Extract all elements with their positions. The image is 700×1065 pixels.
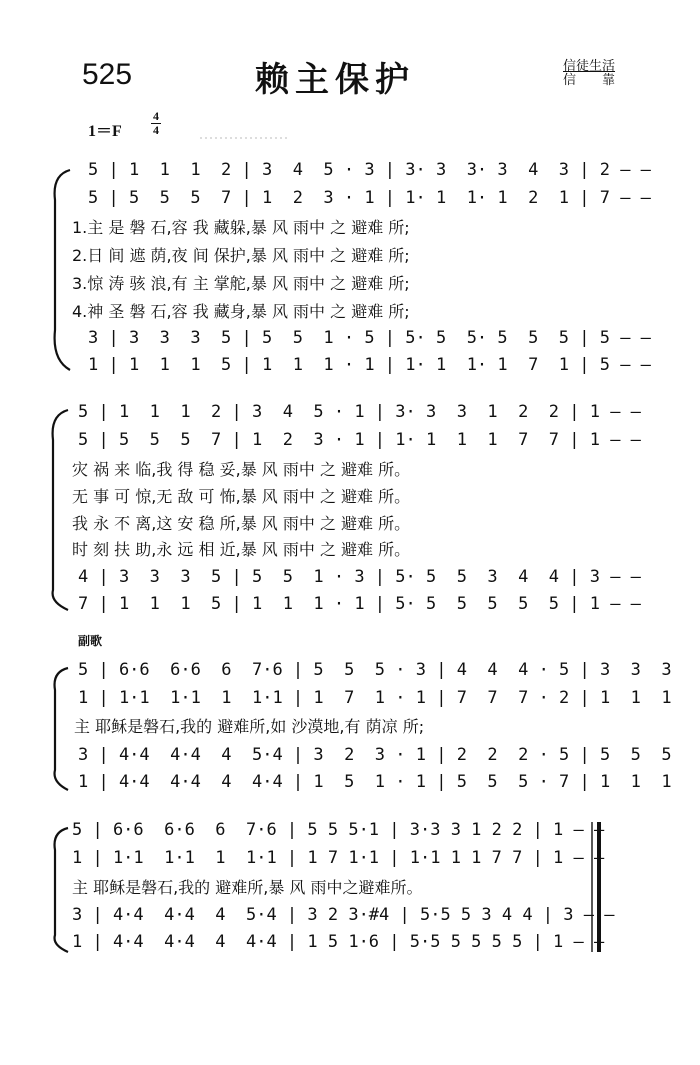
tenor-line: 3 | 3 3 3 5 | 5 5 1 · 5 | 5· 5 5· 5 5 5 | 5 – –: [88, 328, 651, 348]
credit-category: 信 靠: [563, 73, 616, 88]
credit-source: 信徒生活: [563, 59, 616, 74]
hymn-number: 525: [82, 58, 133, 91]
lyric-refrain: 主 耶稣是磐石,我的 避难所,暴 风 雨中之避难所。: [72, 878, 423, 897]
alto-line: 1 | 1·1 1·1 1 1·1 | 1 7 1 · 1 | 7 7 7 · 2 | 1 1 1: [78, 688, 672, 708]
hymn-title: 赖主保护: [255, 60, 415, 100]
alto-line: 1 | 1·1 1·1 1 1·1 | 1 7 1·1 | 1·1 1 1 7 7 | 1 – –: [72, 848, 605, 868]
lyric-verse-4: 4.神 圣 磐 石,容 我 藏身,暴 风 雨中 之 避难 所;: [72, 302, 410, 321]
lyric-verse-3: 3.惊 涛 骇 浪,有 主 掌舵,暴 风 雨中 之 避难 所;: [72, 274, 410, 293]
soprano-line: 5 | 6·6 6·6 6 7·6 | 5 5 5·1 | 3·3 3 1 2 2 | 1 – –: [72, 820, 605, 840]
alto-line: 5 | 5 5 5 7 | 1 2 3 · 1 | 1· 1 1 1 7 7 | 1 – –: [78, 430, 641, 450]
system-brace: [55, 170, 70, 370]
lyric-verse-1: 1.主 是 磐 石,容 我 藏躲,暴 风 雨中 之 避难 所;: [72, 218, 410, 237]
soprano-line: 5 | 1 1 1 2 | 3 4 5 · 1 | 3· 3 3 1 2 2 | 1 – –: [78, 402, 641, 422]
key-signature: 1＝F: [88, 123, 122, 140]
tenor-line: 3 | 4·4 4·4 4 5·4 | 3 2 3·#4 | 5·5 5 3 4 4 | 3 – –: [72, 905, 615, 925]
lyric-verse-2: 无 事 可 惊,无 敌 可 怖,暴 风 雨中 之 避难 所。: [72, 487, 411, 506]
time-signature-top: 4: [153, 109, 159, 123]
bass-line: 1 | 4·4 4·4 4 4·4 | 1 5 1·6 | 5·5 5 5 5 5 | 1 – –: [72, 932, 605, 952]
system-brace: [55, 668, 68, 790]
lyric-refrain: 主 耶稣是磐石,我的 避难所,如 沙漠地,有 荫凉 所;: [74, 717, 425, 736]
bass-line: 1 | 1 1 1 5 | 1 1 1 · 1 | 1· 1 1· 1 7 1 | 5 – –: [88, 355, 651, 375]
lyric-verse-4: 时 刻 扶 助,永 远 相 近,暴 风 雨中 之 避难 所。: [72, 540, 411, 559]
alto-line: 5 | 5 5 5 7 | 1 2 3 · 1 | 1· 1 1· 1 2 1 | 7 – –: [88, 188, 651, 208]
bass-line: 7 | 1 1 1 5 | 1 1 1 · 1 | 5· 5 5 5 5 5 | 1 – –: [78, 594, 641, 614]
system-brace: [53, 410, 68, 610]
time-signature-bottom: 4: [153, 123, 159, 137]
system-brace: [55, 828, 68, 952]
refrain-label: 副歌: [78, 634, 103, 648]
soprano-line: 5 | 1 1 1 2 | 3 4 5 · 3 | 3· 3 3· 3 4 3 | 2 – –: [88, 160, 651, 180]
tenor-line: 4 | 3 3 3 5 | 5 5 1 · 3 | 5· 5 5 3 4 4 | 3 – –: [78, 567, 641, 587]
lyric-verse-3: 我 永 不 离,这 安 稳 所,暴 风 雨中 之 避难 所。: [72, 514, 411, 533]
lyric-verse-2: 2.日 间 遮 荫,夜 间 保护,暴 风 雨中 之 避难 所;: [72, 246, 410, 265]
soprano-line: 5 | 6·6 6·6 6 7·6 | 5 5 5 · 3 | 4 4 4 · 5 | 3 3 3: [78, 660, 672, 680]
bass-line: 1 | 4·4 4·4 4 4·4 | 1 5 1 · 1 | 5 5 5 · 7 | 1 1 1: [78, 772, 672, 792]
tenor-line: 3 | 4·4 4·4 4 5·4 | 3 2 3 · 1 | 2 2 2 · 5 | 5 5 5: [78, 745, 672, 765]
lyric-verse-1: 灾 祸 来 临,我 得 稳 妥,暴 风 雨中 之 避难 所。: [72, 460, 411, 479]
